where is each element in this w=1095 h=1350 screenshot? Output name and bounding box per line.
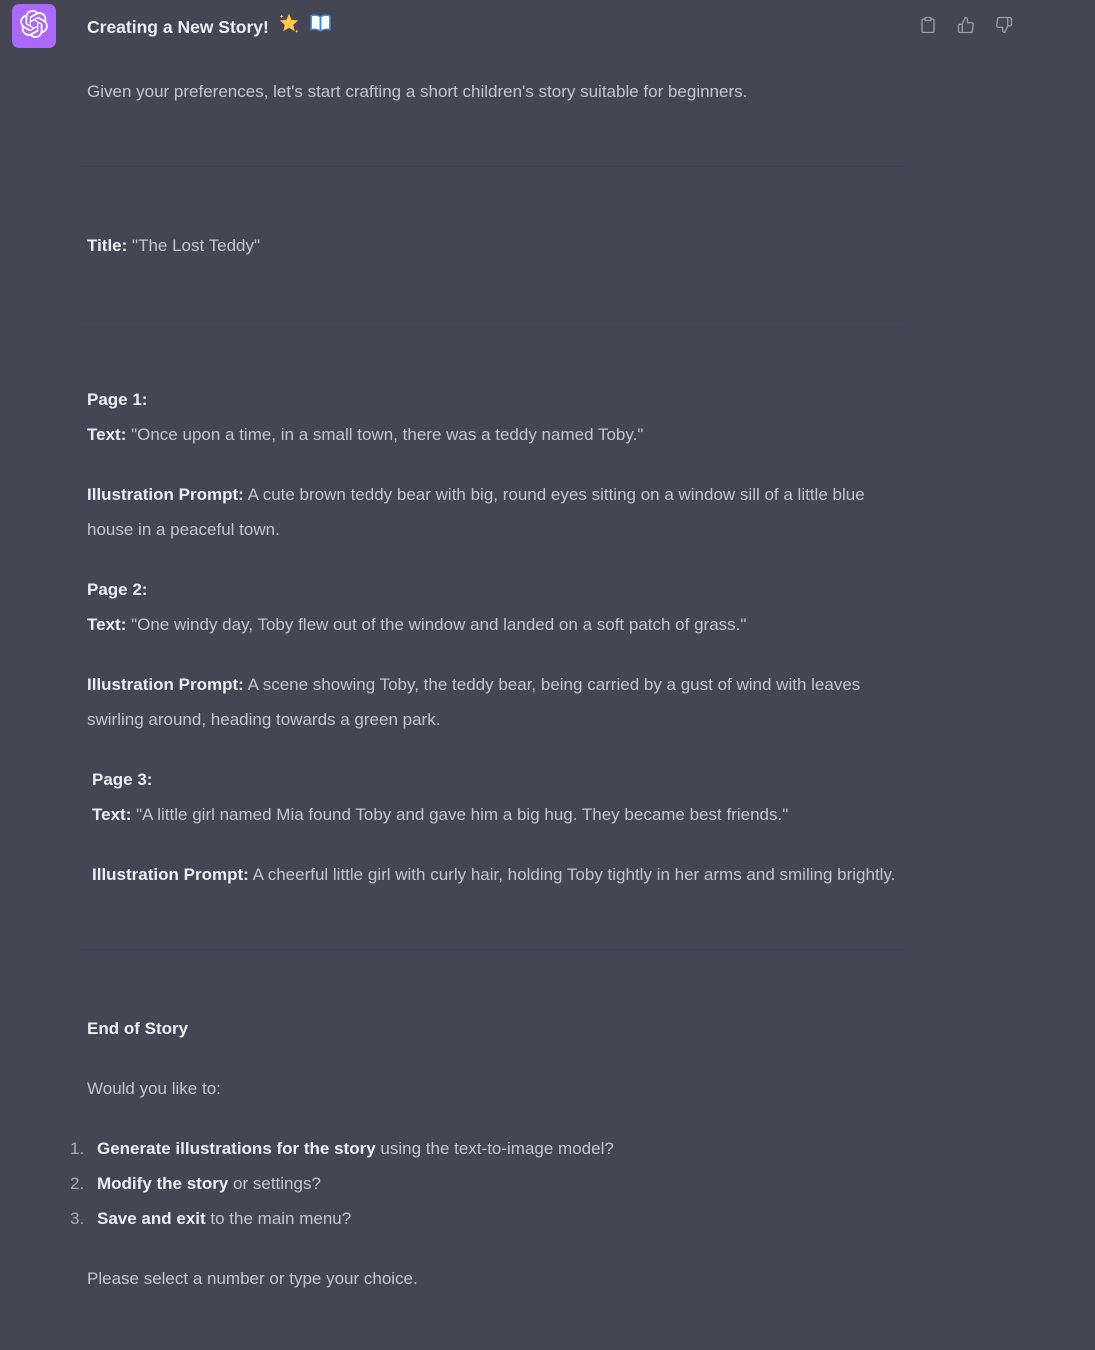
- message-title: [87, 12, 905, 42]
- page-3-text: "A little girl named Mia found Toby and gave him a big hug. They became best friends.": [136, 805, 789, 824]
- page-1-illustration-label: Illustration Prompt:: [87, 485, 244, 504]
- end-of-story-heading: End of Story: [87, 1019, 189, 1038]
- option-3-number: 3.: [70, 1209, 85, 1228]
- page-3-heading: Page 3:: [92, 770, 153, 789]
- divider: [79, 320, 905, 321]
- page-3-text-label: Text:: [92, 805, 132, 824]
- divider: [79, 166, 905, 167]
- option-2-bold: Modify the story: [97, 1174, 229, 1193]
- page-2-heading: Page 2:: [87, 580, 148, 599]
- page-1-illustration-block: [87, 477, 905, 547]
- clipboard-icon: [919, 16, 937, 34]
- message-title-text: Creating a New Story!: [87, 17, 269, 37]
- copy-button[interactable]: [919, 16, 937, 34]
- page-1-text: "Once upon a time, in a small town, there was a teddy named Toby.": [131, 425, 644, 444]
- page-1-illustration: A cute brown teddy bear with big, round eyes sitting on a window sill of a little blue house in a peaceful town.: [87, 485, 865, 539]
- page-2-illustration-label: Illustration Prompt:: [87, 675, 244, 694]
- thumbs-up-icon: [957, 16, 975, 34]
- message-actions: [919, 4, 1013, 34]
- option-2-number: 2.: [70, 1174, 85, 1193]
- page-3-illustration-label: Illustration Prompt:: [92, 865, 249, 884]
- page-2-text-block: [87, 572, 905, 642]
- story-title-value: "The Lost Teddy": [132, 236, 261, 255]
- message-content: [70, 4, 905, 1296]
- openai-logo-icon: [20, 10, 48, 43]
- story-title-label: Title:: [87, 236, 128, 255]
- option-1-rest: using the text-to-image model?: [375, 1139, 614, 1158]
- option-generate-illustrations: [70, 1131, 905, 1166]
- option-3-bold: Save and exit: [97, 1209, 206, 1228]
- options-list: [70, 1131, 905, 1236]
- intro-paragraph: Given your preferences, let's start crafting a short children's story suitable for beginners.: [87, 82, 748, 101]
- page-2-illustration: A scene showing Toby, the teddy bear, being carried by a gust of wind with leaves swirling around, heading towards a green park.: [87, 675, 861, 729]
- thumbs-down-icon: [995, 16, 1013, 34]
- story-title-line: [87, 228, 905, 263]
- option-save-and-exit: [70, 1201, 905, 1236]
- page-2-text-label: Text:: [87, 615, 127, 634]
- footer-prompt: Please select a number or type your choice.: [87, 1269, 418, 1288]
- open-book-icon: [309, 12, 332, 42]
- page-1-text-block: [87, 382, 905, 452]
- thumbs-down-button[interactable]: [995, 16, 1013, 34]
- glowing-star-icon: [278, 13, 300, 42]
- option-3-rest: to the main menu?: [205, 1209, 352, 1228]
- option-1-number: 1.: [70, 1139, 85, 1158]
- thumbs-up-button[interactable]: [957, 16, 975, 34]
- question-line: Would you like to:: [87, 1079, 221, 1098]
- option-modify-story: [70, 1166, 905, 1201]
- divider: [79, 949, 905, 950]
- page-3-illustration-block: [92, 857, 905, 892]
- option-2-rest: or settings?: [228, 1174, 321, 1193]
- option-1-bold: Generate illustrations for the story: [97, 1139, 376, 1158]
- page-3-text-block: [92, 762, 905, 832]
- page-1-text-label: Text:: [87, 425, 127, 444]
- page-1-heading: Page 1:: [87, 390, 148, 409]
- page-3-illustration: A cheerful little girl with curly hair, holding Toby tightly in her arms and smiling brightly.: [252, 865, 896, 884]
- page-2-illustration-block: [87, 667, 905, 737]
- page-2-text: "One windy day, Toby flew out of the window and landed on a soft patch of grass.": [131, 615, 747, 634]
- avatar: [12, 4, 56, 48]
